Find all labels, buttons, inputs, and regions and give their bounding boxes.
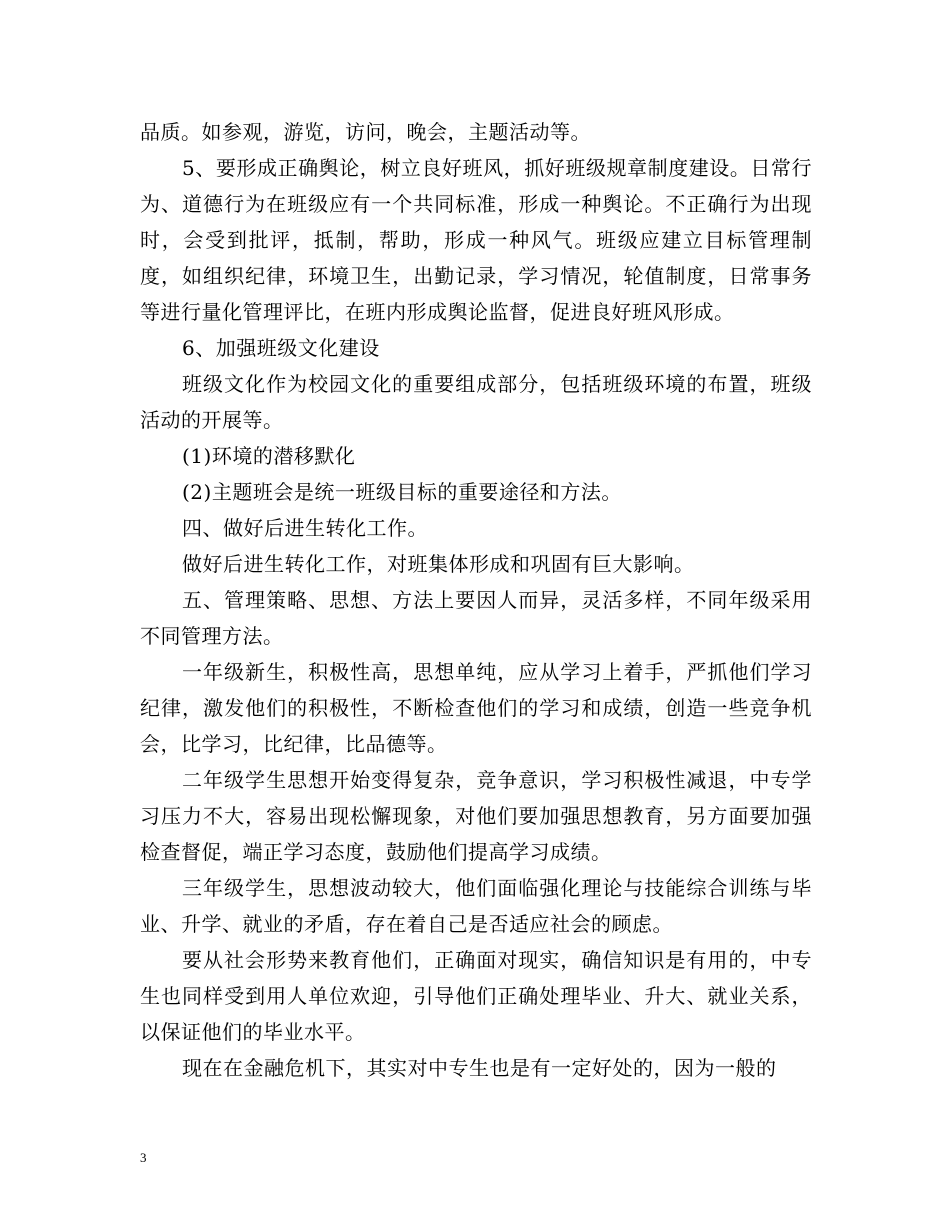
section-heading: 四、做好后进生转化工作。 <box>182 516 428 540</box>
list-item: (2)主题班会是统一班级目标的重要途径和方法。 <box>182 480 622 504</box>
page-number: 3 <box>140 1150 147 1165</box>
paragraph: 班级文化作为校园文化的重要组成部分，包括班级环境的布置，班级活动的开展等。 <box>140 372 812 432</box>
paragraph: 一年级新生，积极性高，思想单纯，应从学习上着手，严抓他们学习纪律，激发他们的积极性，不断检查他们的学习和成绩，创造一些竞争机会，比学习，比纪律，比品德等。 <box>140 660 812 756</box>
section-heading: 五、管理策略、思想、方法上要因人而异，灵活多样，不同年级采用不同管理方法。 <box>140 588 812 648</box>
paragraph: 二年级学生思想开始变得复杂，竞争意识，学习积极性减退，中专学习压力不大，容易出现松懈现象，对他们要加强思想教育，另方面要加强检查督促，端正学习态度，鼓励他们提高学习成绩。 <box>140 768 812 864</box>
paragraph: 5、要形成正确舆论，树立良好班风，抓好班级规章制度建设。日常行为、道德行为在班级应有一个共同标准，形成一种舆论。不正确行为出现时，会受到批评，抵制，帮助，形成一种风气。班级应建立目标管理制度，如组织纪律，环境卫生，出勤记录，学习情况，轮值制度，日常事务等进行量化管理评比，在班内形成舆论监督，促进良好班风形成。 <box>140 156 812 324</box>
paragraph: 做好后进生转化工作，对班集体形成和巩固有巨大影响。 <box>182 552 695 576</box>
section-heading: 6、加强班级文化建设 <box>182 336 380 360</box>
paragraph: 三年级学生，思想波动较大，他们面临强化理论与技能综合训练与毕业、升学、就业的矛盾，存在着自己是否适应社会的顾虑。 <box>140 876 812 936</box>
list-item: (1)环境的潜移默化 <box>182 444 356 468</box>
paragraph: 品质。如参观，游览，访问，晚会，主题活动等。 <box>140 120 591 144</box>
paragraph: 现在在金融危机下，其实对中专生也是有一定好处的，因为一般的 <box>182 1056 777 1080</box>
body-text <box>140 114 812 1086</box>
paragraph: 要从社会形势来教育他们，正确面对现实，确信知识是有用的，中专生也同样受到用人单位欢迎，引导他们正确处理毕业、升大、就业关系，以保证他们的毕业水平。 <box>140 948 812 1044</box>
